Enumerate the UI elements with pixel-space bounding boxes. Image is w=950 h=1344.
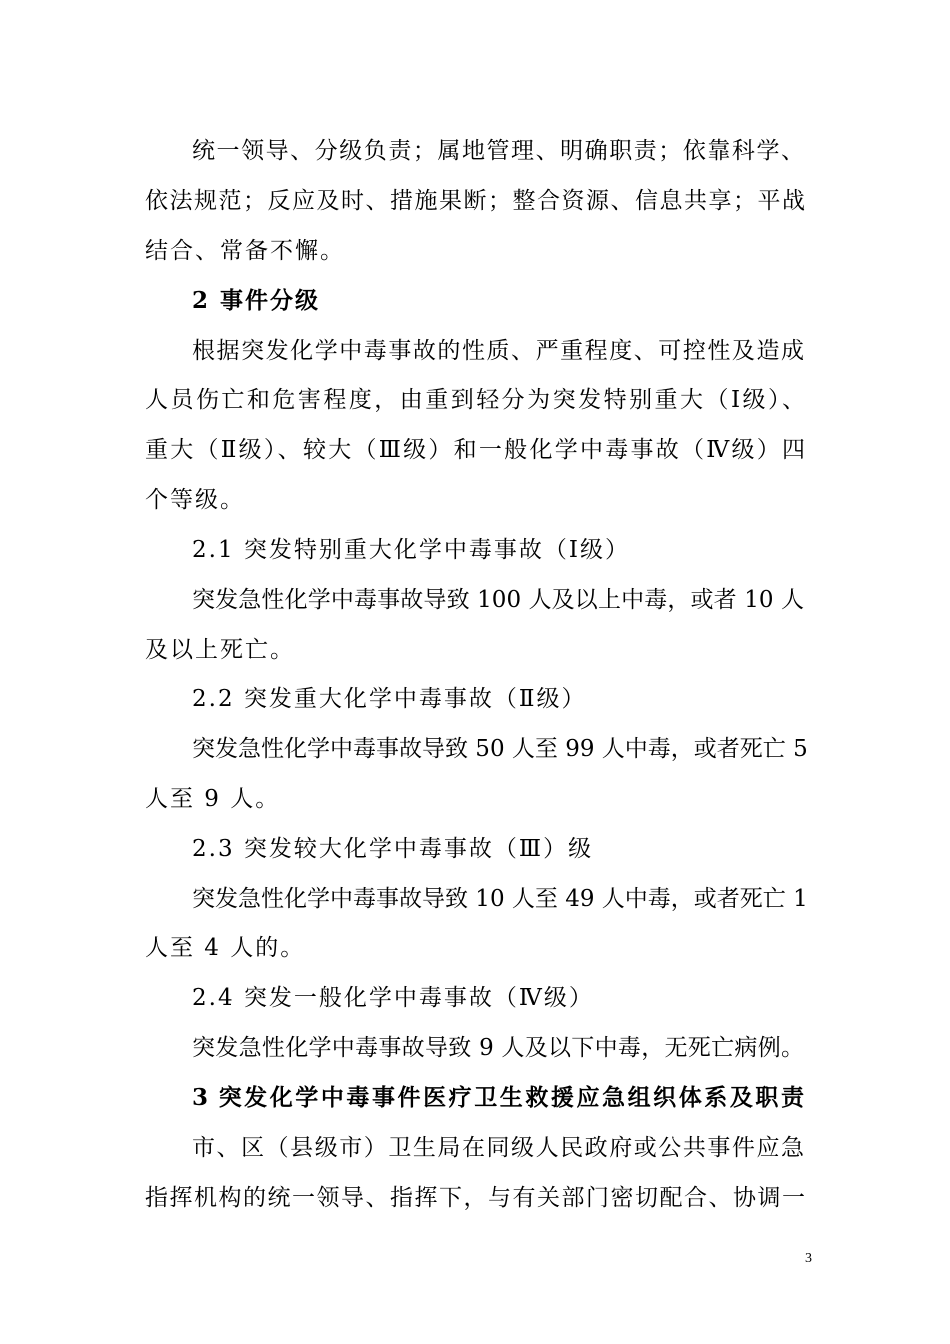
text-line: 突发急性化学中毒事故导致 10 人至 49 人中毒，或者死亡 1 <box>192 886 808 912</box>
subsection-heading: 2.4 突发一般化学中毒事故（Ⅳ级） <box>192 985 594 1011</box>
text-line: 人至 9 人。 <box>145 786 281 812</box>
text-line: 突发急性化学中毒事故导致 50 人至 99 人中毒，或者死亡 5 <box>192 736 808 762</box>
text-line: 人员伤亡和危害程度，由重到轻分为突发特别重大（Ⅰ级）、 <box>145 387 805 413</box>
subsection-heading: 2.1 突发特别重大化学中毒事故（Ⅰ级） <box>192 537 630 563</box>
text-line: 及以上死亡。 <box>145 637 295 663</box>
section-heading: 3 突发化学中毒事件医疗卫生救援应急组织体系及职责 <box>192 1084 804 1111</box>
subsection-heading: 2.2 突发重大化学中毒事故（Ⅱ级） <box>192 686 587 712</box>
text-line: 依法规范；反应及时、措施果断；整合资源、信息共享；平战 <box>145 188 805 214</box>
text-line: 突发急性化学中毒事故导致 9 人及以下中毒，无死亡病例。 <box>192 1035 804 1061</box>
section-heading: 2 事件分级 <box>192 287 321 314</box>
text-line: 指挥机构的统一领导、指挥下，与有关部门密切配合、协调一 <box>145 1185 805 1211</box>
text-line: 根据突发化学中毒事故的性质、严重程度、可控性及造成 <box>192 338 804 364</box>
text-line: 重大（Ⅱ级）、较大（Ⅲ级）和一般化学中毒事故（Ⅳ级）四 <box>145 437 805 463</box>
text-line: 人至 4 人的。 <box>145 935 306 961</box>
subsection-heading: 2.3 突发较大化学中毒事故（Ⅲ）级 <box>192 836 594 862</box>
text-line: 突发急性化学中毒事故导致 100 人及以上中毒，或者 10 人 <box>192 587 804 613</box>
text-line: 市、区（县级市）卫生局在同级人民政府或公共事件应急 <box>192 1135 804 1161</box>
text-line: 个等级。 <box>145 487 245 513</box>
text-line: 结合、常备不懈。 <box>145 238 345 264</box>
page-number: 3 <box>805 1251 812 1266</box>
text-line: 统一领导、分级负责；属地管理、明确职责；依靠科学、 <box>192 138 804 164</box>
